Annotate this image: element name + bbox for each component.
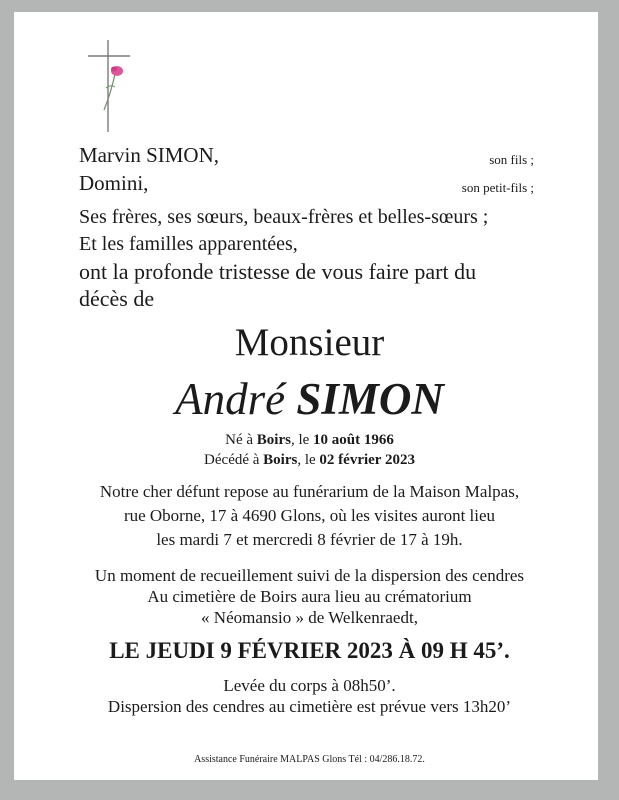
birth-mid: , le	[290, 432, 314, 448]
birth-date: 10 août 1966	[313, 432, 394, 448]
birth-place: Boirs	[256, 432, 291, 448]
deceased-name	[0, 373, 619, 425]
ceremony-line: Au cimetière de Boirs aura lieu au crématorium	[147, 587, 472, 606]
death-date: 02 février 2023	[319, 452, 415, 468]
birth-line	[0, 432, 619, 449]
death-place: Boirs	[263, 452, 298, 468]
visitation-line: rue Oborne, 17 à 4690 Glons, où les visites auront lieu	[123, 506, 496, 525]
deceased-first-name: André	[175, 374, 286, 424]
birth-prefix: Né à	[225, 432, 257, 448]
ceremony-line: « Néomansio » de Welkenraedt,	[201, 608, 418, 627]
visitation-line: les mardi 7 et mercredi 8 février de 17 à 19h.	[156, 530, 463, 549]
death-mid: , le	[297, 452, 320, 468]
relative-role: son fils ;	[489, 152, 534, 167]
death-line	[0, 452, 619, 469]
cross-with-rose-icon	[84, 38, 134, 134]
closing-line: Levée du corps à 08h50’.	[223, 676, 396, 695]
relative-name: Domini,	[79, 171, 149, 195]
footer: Assistance Funéraire MALPAS Glons Tél : 04/286.18.72.	[194, 754, 425, 765]
deceased-last-name: SIMON	[296, 374, 444, 424]
visitation-line: Notre cher défunt repose au funérarium de la Maison Malpas,	[99, 482, 520, 501]
family-line: décès de	[79, 286, 155, 311]
family-line: Et les familles apparentées,	[79, 233, 298, 255]
relative-role: son petit-fils ;	[461, 180, 534, 195]
ceremony-date: LE JEUDI 9 FÉVRIER 2023 À 09 H 45’.	[109, 638, 510, 663]
deceased-title: Monsieur	[234, 321, 385, 364]
closing-line: Dispersion des cendres au cimetière est prévue vers 13h20’	[107, 697, 512, 716]
relative-name: Marvin SIMON,	[79, 143, 219, 167]
ceremony-line: Un moment de recueillement suivi de la dispersion des cendres	[94, 566, 525, 585]
death-prefix: Décédé à	[204, 452, 264, 468]
family-line: ont la profonde tristesse de vous faire part du	[79, 259, 477, 284]
family-line: Ses frères, ses sœurs, beaux-frères et belles-sœurs ;	[79, 206, 489, 228]
